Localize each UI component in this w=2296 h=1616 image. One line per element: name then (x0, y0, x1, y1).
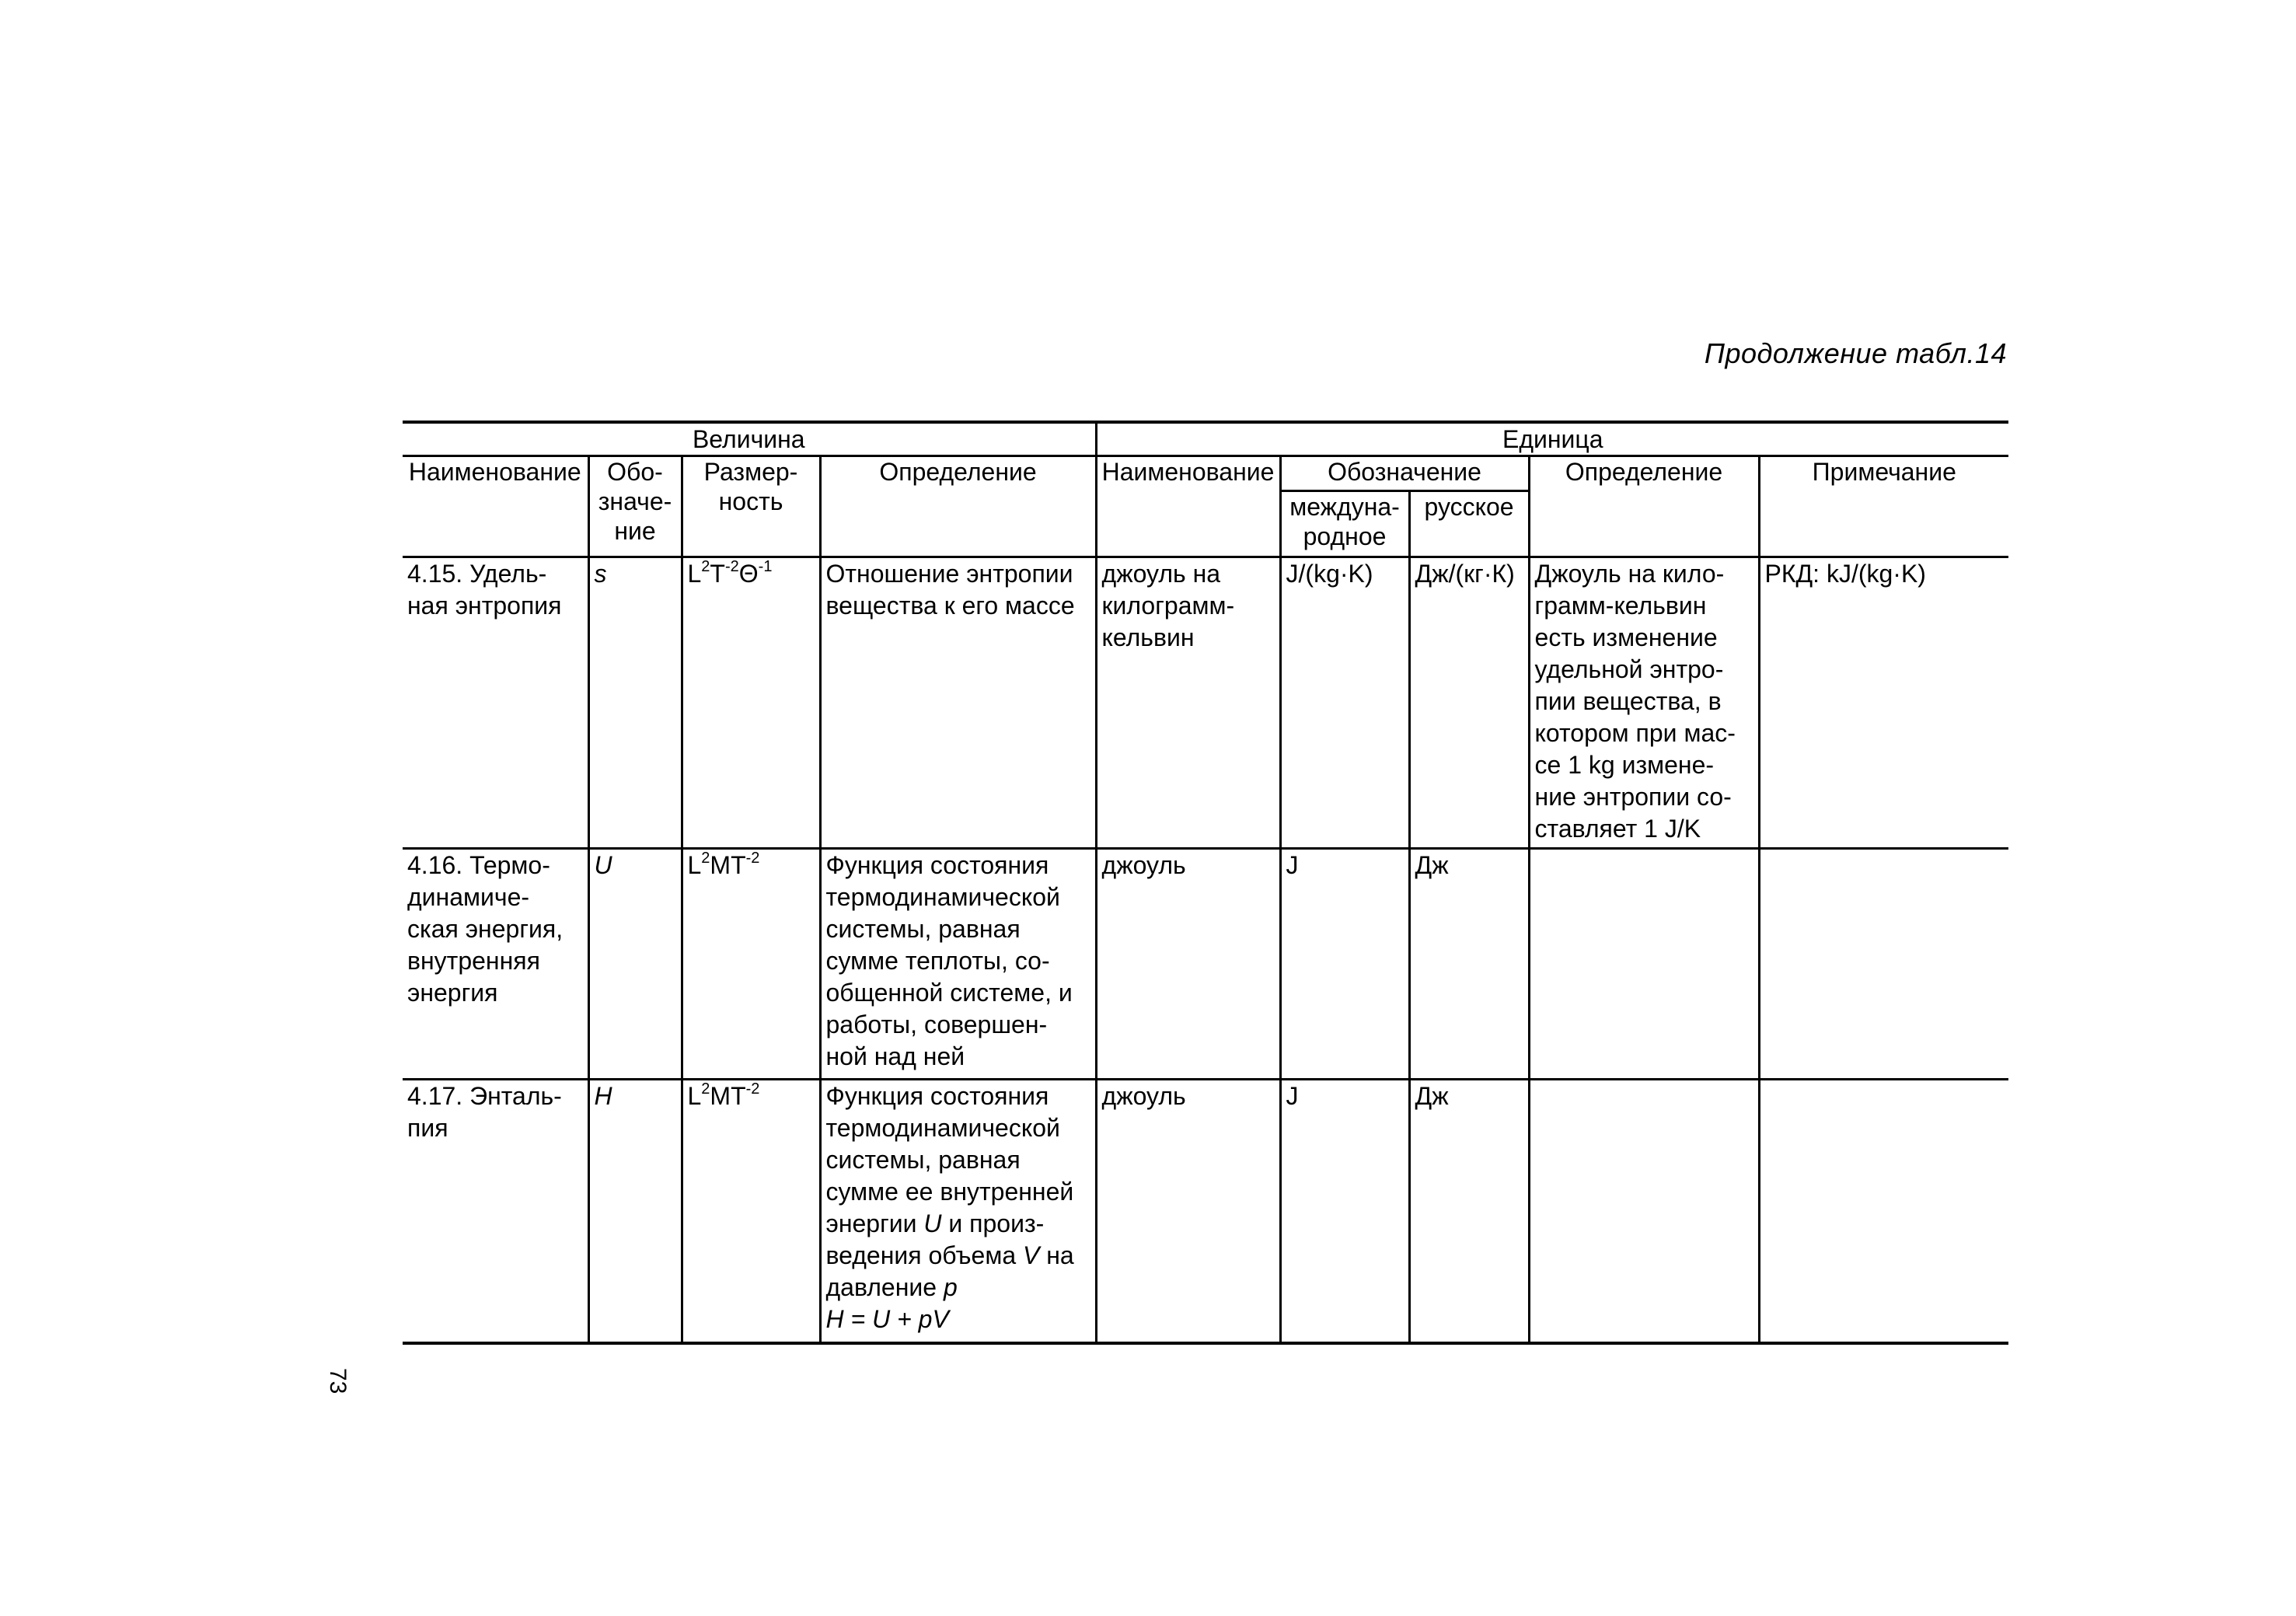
header-group-row (403, 422, 2008, 456)
enthalpy-formula: H = U + pV (825, 1305, 949, 1333)
header-row (403, 456, 2008, 491)
quantity-name-cell: 4.16. Термо- динамиче- ская энергия, внутренняя энергия (403, 849, 588, 1080)
unit-definition-cell (1529, 849, 1759, 1080)
header-designation: Обозначение (1280, 456, 1529, 491)
table-caption: Продолжение табл.14 (1704, 337, 2007, 369)
dimension-cell: $L^2MT^{-2}$ (682, 849, 820, 1080)
international-symbol-cell: J/(kg·K) (1280, 557, 1409, 849)
header-unit-name: Наименование (1096, 456, 1280, 557)
unit-definition-cell (1529, 1080, 1759, 1344)
page-number: 73 (325, 1368, 351, 1394)
header-dimension: Размер- ность (682, 456, 820, 557)
international-symbol-cell: J (1280, 1080, 1409, 1344)
header-unit-group: Единица (1096, 422, 2008, 456)
header-quantity-definition: Определение (820, 456, 1096, 557)
quantity-definition-cell: Функция состояния термодинамической системы, равная сумме теплоты, со- общенной системе, и работы, совершен- ной над ней (820, 849, 1096, 1080)
symbol-cell: U (588, 849, 682, 1080)
international-symbol-cell: J (1280, 849, 1409, 1080)
header-quantity-symbol: Обо- значе- ние (588, 456, 682, 557)
quantity-definition-cell: Отношение энтропии вещества к его массе (820, 557, 1096, 849)
symbol-cell: s (588, 557, 682, 849)
russian-symbol-cell: Дж (1409, 1080, 1529, 1344)
header-russian: русское (1409, 491, 1529, 557)
note-cell: РКД: kJ/(kg·K) (1759, 557, 2008, 849)
header-note: Примечание (1759, 456, 2008, 557)
header-quantity-name: Наименование (403, 456, 588, 557)
symbol-cell: H (588, 1080, 682, 1344)
unit-name-cell: джоуль на килограмм- кельвин (1096, 557, 1280, 849)
header-unit-definition: Определение (1529, 456, 1759, 557)
unit-name-cell: джоуль (1096, 849, 1280, 1080)
quantity-name-cell: 4.17. Энталь- пия (403, 1080, 588, 1344)
dimension-cell: $L^2MT^{-2}$ (682, 1080, 820, 1344)
quantity-definition-cell: Функция состояния термодинамической системы, равная сумме ее внутренней энергии U и произ- ведения объема V на давление p H = U + pV (820, 1080, 1096, 1344)
table-row (403, 849, 2008, 1080)
table-row (403, 557, 2008, 849)
header-quantity-group: Величина (403, 422, 1096, 456)
dimension-cell: $L^2T^{-2}\Theta^{-1}$ (682, 557, 820, 849)
unit-name-cell: джоуль (1096, 1080, 1280, 1344)
unit-definition-cell: Джоуль на кило- грамм-кельвин есть изменение удельной энтро- пии вещества, в котором при мас- се 1 kg измене- ние энтропии со- ставляет 1 J/K (1529, 557, 1759, 849)
russian-symbol-cell: Дж (1409, 849, 1529, 1080)
note-cell (1759, 1080, 2008, 1344)
units-table (403, 421, 2008, 1345)
note-cell (1759, 849, 2008, 1080)
header-international: междуна- родное (1280, 491, 1409, 557)
table-row (403, 1080, 2008, 1344)
quantity-name-cell: 4.15. Удель- ная энтропия (403, 557, 588, 849)
russian-symbol-cell: Дж/(кг·К) (1409, 557, 1529, 849)
